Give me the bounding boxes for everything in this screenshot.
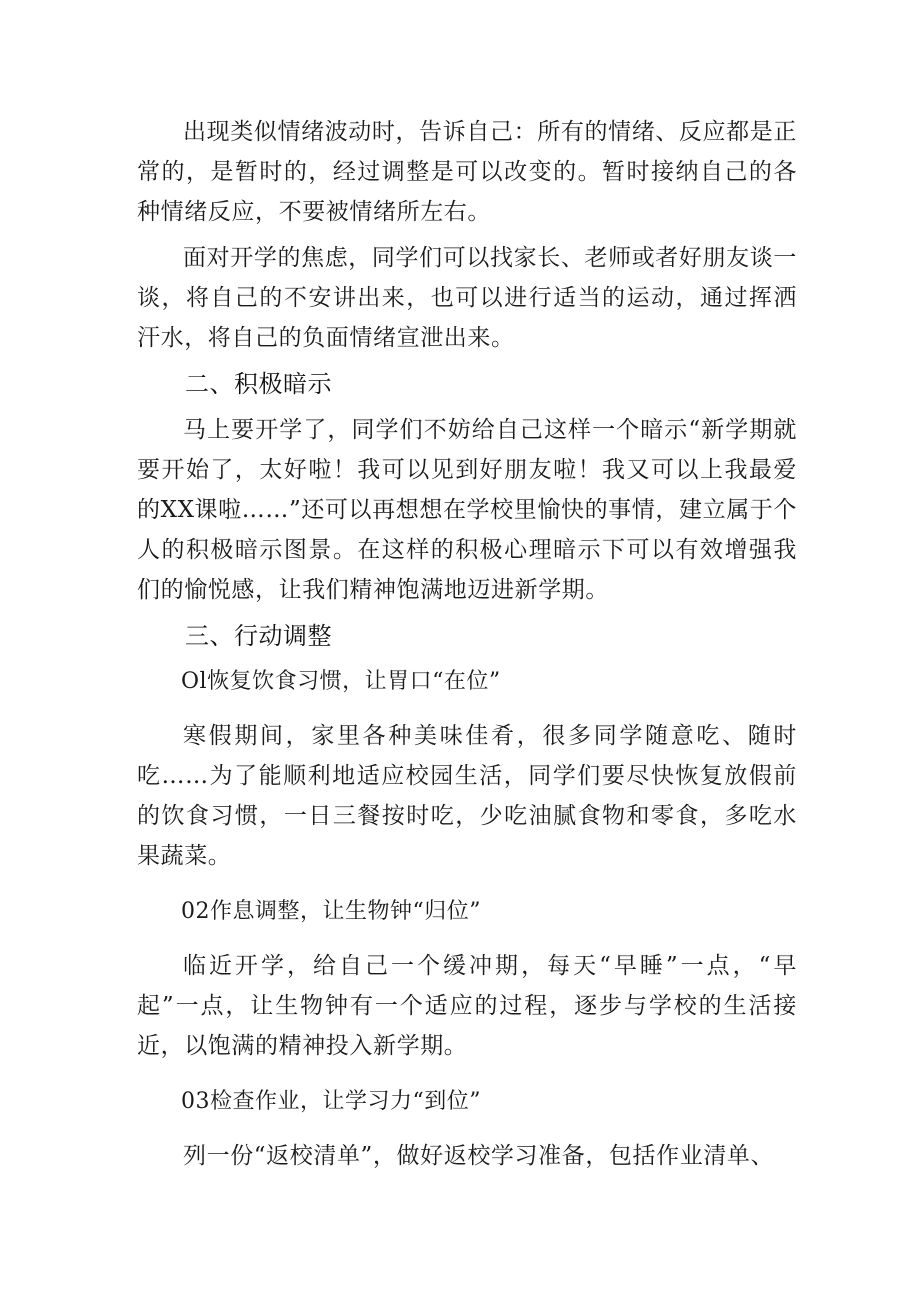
paragraph-homework: 列一份“返校清单”，做好返校学习准备，包括作业清单、 <box>183 1143 775 1169</box>
paragraph-schedule: 临近开学，给自己一个缓冲期，每天“早睡”一点，“早起”一点，让生物钟有一个适应的过程，逐步与学校的生活接近，以饱满的精神投入新学期。 <box>137 953 797 1059</box>
section-heading-action-adjustment: 三、行动调整 <box>185 622 332 650</box>
subheading-schedule: 02作息调整，让生物钟“归位” <box>181 899 481 924</box>
paragraph-emotion-acceptance: 出现类似情绪波动时，告诉自己：所有的情绪、反应都是正常的，是暂时的，经过调整是可以改变的。暂时接纳自己的各种情绪反应，不要被情绪所左右。 <box>137 119 797 225</box>
subheading-diet: Ol恢复饮食习惯，让胃口“在位” <box>181 669 501 694</box>
subheading-homework: 03检查作业，让学习力“到位” <box>181 1089 481 1114</box>
paragraph-anxiety-relief: 面对开学的焦虑，同学们可以找家长、老师或者好朋友谈一谈，将自己的不安讲出来，也可以进行适当的运动，通过挥洒汗水，将自己的负面情绪宣泄出来。 <box>137 245 797 351</box>
paragraph-diet: 寒假期间，家里各种美味佳肴，很多同学随意吃、随时吃……为了能顺利地适应校园生活，同学们要尽快恢复放假前的饮食习惯，一日三餐按时吃，少吃油腻食物和零食，多吃水果蔬菜。 <box>137 723 797 869</box>
paragraph-positive-suggestion: 马上要开学了，同学们不妨给自己这样一个暗示“新学期就要开始了，太好啦！我可以见到好朋友啦！我又可以上我最爱的XX课啦……”还可以再想想在学校里愉快的事情，建立属于个人的积极暗示图景。在这样的积极心理暗示下可以有效增强我们的愉悦感，让我们精神饱满地迈进新学期。 <box>137 417 797 603</box>
document-body <box>137 112 797 1182</box>
section-heading-positive-suggestion: 二、积极暗示 <box>185 370 332 398</box>
